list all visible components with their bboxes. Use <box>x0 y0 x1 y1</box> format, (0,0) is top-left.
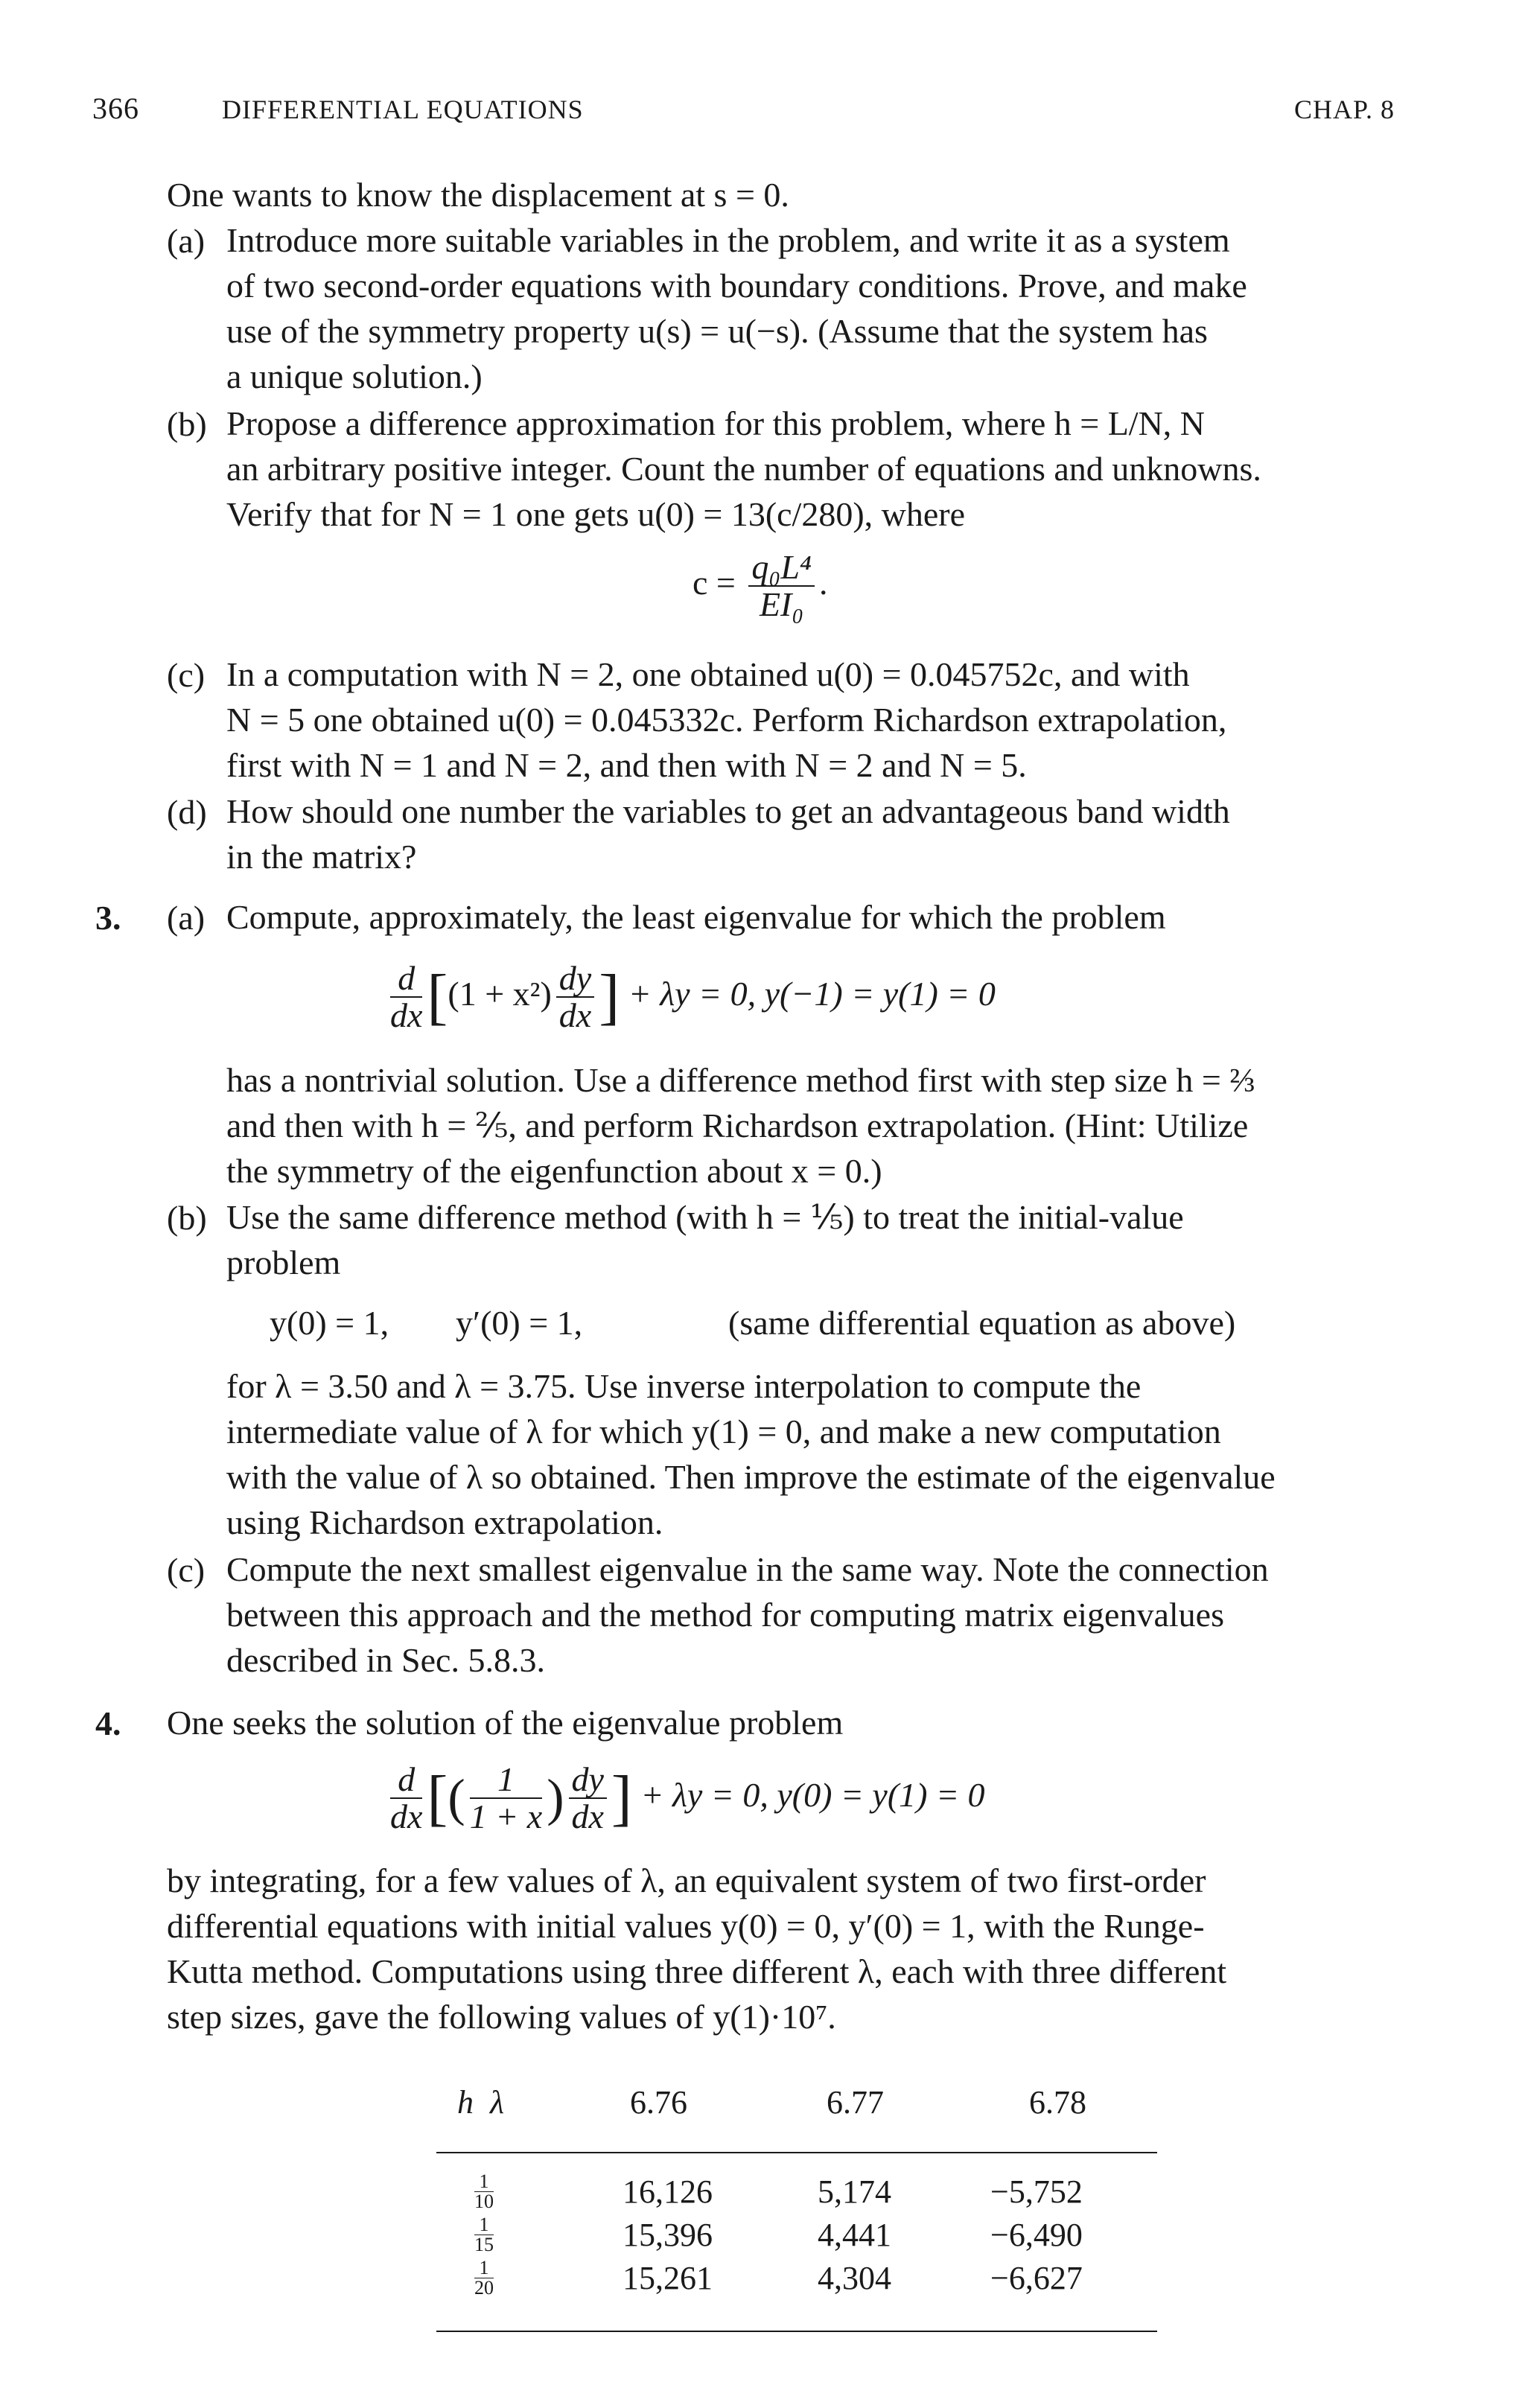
problem-4-number: 4. <box>95 1704 121 1742</box>
p3-part-c-label: (c) <box>167 1551 206 1589</box>
p4-differential-equation: $\frac{d}{dx}$ [( $\frac{1}{1 + x}$ ) $\frac{dy}{dx}$ ] + λy = 0, y(0) = y(1) = 0 <box>390 1760 985 1836</box>
p3c-line-3: described in Sec. 5.8.3. <box>226 1641 545 1679</box>
table-bottom-rule <box>436 2331 1157 2332</box>
intro-line: One wants to know the displacement at s = 0. <box>167 176 789 214</box>
p2c-line-1: In a computation with N = 2, one obtained u(0) = 0.045752c, and with <box>226 655 1190 693</box>
p2b-line-3: Verify that for N = 1 one gets u(0) = 13(c/280), where <box>226 495 966 533</box>
p2c-line-3: first with N = 1 and N = 2, and then with N = 2 and N = 5. <box>226 746 1027 784</box>
table-cell: −6,490 <box>990 2217 1083 2253</box>
p3a-line-2: has a nontrivial solution. Use a difference method first with step size h = ⅔ <box>226 1061 1255 1099</box>
p3b-line-2: problem <box>226 1243 341 1281</box>
p3-part-b-label: (b) <box>167 1199 207 1237</box>
p3c-line-1: Compute the next smallest eigenvalue in the same way. Note the connection <box>226 1550 1269 1588</box>
p4-line-2: by integrating, for a few values of λ, an equivalent system of two first-order <box>167 1861 1206 1899</box>
p2d-line-1: How should one number the variables to get an advantageous band width <box>226 792 1230 830</box>
p3a-line-4: the symmetry of the eigenfunction about x = 0.) <box>226 1152 882 1190</box>
p3b-line-4: intermediate value of λ for which y(1) = 0, and make a new computation <box>226 1412 1221 1450</box>
p3c-line-2: between this approach and the method for computing matrix eigenvalues <box>226 1596 1224 1634</box>
p2c-line-2: N = 5 one obtained u(0) = 0.045332c. Perform Richardson extrapolation, <box>226 701 1227 739</box>
p3-initial-condition-y0: y(0) = 1, <box>270 1304 389 1342</box>
p2a-line-3: use of the symmetry property u(s) = u(−s). (Assume that the system has <box>226 312 1208 350</box>
p3-differential-equation: $\frac{d}{dx}$ [(1 + x²) $\frac{dy}{dx}$ ] + λy = 0, y(−1) = y(1) = 0 <box>390 959 996 1035</box>
p3b-line-6: using Richardson extrapolation. <box>226 1503 663 1541</box>
chapter-label: CHAP. 8 <box>1294 95 1395 124</box>
table-cell: −6,627 <box>990 2260 1083 2296</box>
table-corner-header: h λ <box>457 2084 505 2121</box>
p3a-line-3: and then with h = ⅖, and perform Richardson extrapolation. (Hint: Utilize <box>226 1106 1249 1144</box>
p4-line-1: One seeks the solution of the eigenvalue problem <box>167 1704 844 1742</box>
p2b-line-2: an arbitrary positive integer. Count the number of equations and unknowns. <box>226 450 1261 488</box>
table-cell: 5,174 <box>818 2173 891 2210</box>
part-b-label: (b) <box>167 405 207 443</box>
table-col-header-2: 6.77 <box>827 2084 884 2121</box>
table-cell: 15,396 <box>623 2217 713 2253</box>
table-col-header-3: 6.78 <box>1029 2084 1086 2121</box>
p4-line-4: Kutta method. Computations using three different λ, each with three different <box>167 1952 1227 1990</box>
running-title: DIFFERENTIAL EQUATIONS <box>222 95 584 124</box>
p2b-line-1: Propose a difference approximation for this problem, where h = L/N, N <box>226 404 1206 442</box>
p4-line-5: step sizes, gave the following values of y(1)·10⁷. <box>167 1998 836 2036</box>
p3-initial-condition-yp0: y′(0) = 1, <box>456 1304 583 1342</box>
part-c-label: (c) <box>167 656 206 694</box>
table-cell: 15,261 <box>623 2260 713 2296</box>
table-col-header-1: 6.76 <box>630 2084 687 2121</box>
p3-ivp-note: (same differential equation as above) <box>728 1304 1236 1342</box>
table-cell: 4,304 <box>818 2260 891 2296</box>
page-number: 366 <box>92 92 139 125</box>
p3a-line-1: Compute, approximately, the least eigenvalue for which the problem <box>226 898 1166 936</box>
p2a-line-2: of two second-order equations with boundary conditions. Prove, and make <box>226 267 1247 305</box>
p3b-line-1: Use the same difference method (with h = ⅕) to treat the initial-value <box>226 1198 1184 1236</box>
table-cell: 4,441 <box>818 2217 891 2253</box>
p3b-line-3: for λ = 3.50 and λ = 3.75. Use inverse interpolation to compute the <box>226 1367 1142 1405</box>
table-cell: −5,752 <box>990 2173 1083 2210</box>
p2d-line-2: in the matrix? <box>226 838 417 876</box>
p3-part-a-label: (a) <box>167 899 206 937</box>
p2a-line-1: Introduce more suitable variables in the problem, and write it as a system <box>226 221 1230 259</box>
p3b-line-5: with the value of λ so obtained. Then improve the estimate of the eigenvalue <box>226 1458 1276 1496</box>
c-definition-formula: c = $\frac{\text{q₀L⁴}}{\text{EI₀}}$ . <box>693 548 828 624</box>
p4-line-3: differential equations with initial values y(0) = 0, y′(0) = 1, with the Runge- <box>167 1907 1205 1945</box>
part-d-label: (d) <box>167 793 207 831</box>
table-cell: 16,126 <box>623 2173 713 2210</box>
part-a-label: (a) <box>167 222 206 260</box>
table-top-rule <box>436 2152 1157 2153</box>
p2a-line-4: a unique solution.) <box>226 357 483 395</box>
problem-3-number: 3. <box>95 899 121 937</box>
